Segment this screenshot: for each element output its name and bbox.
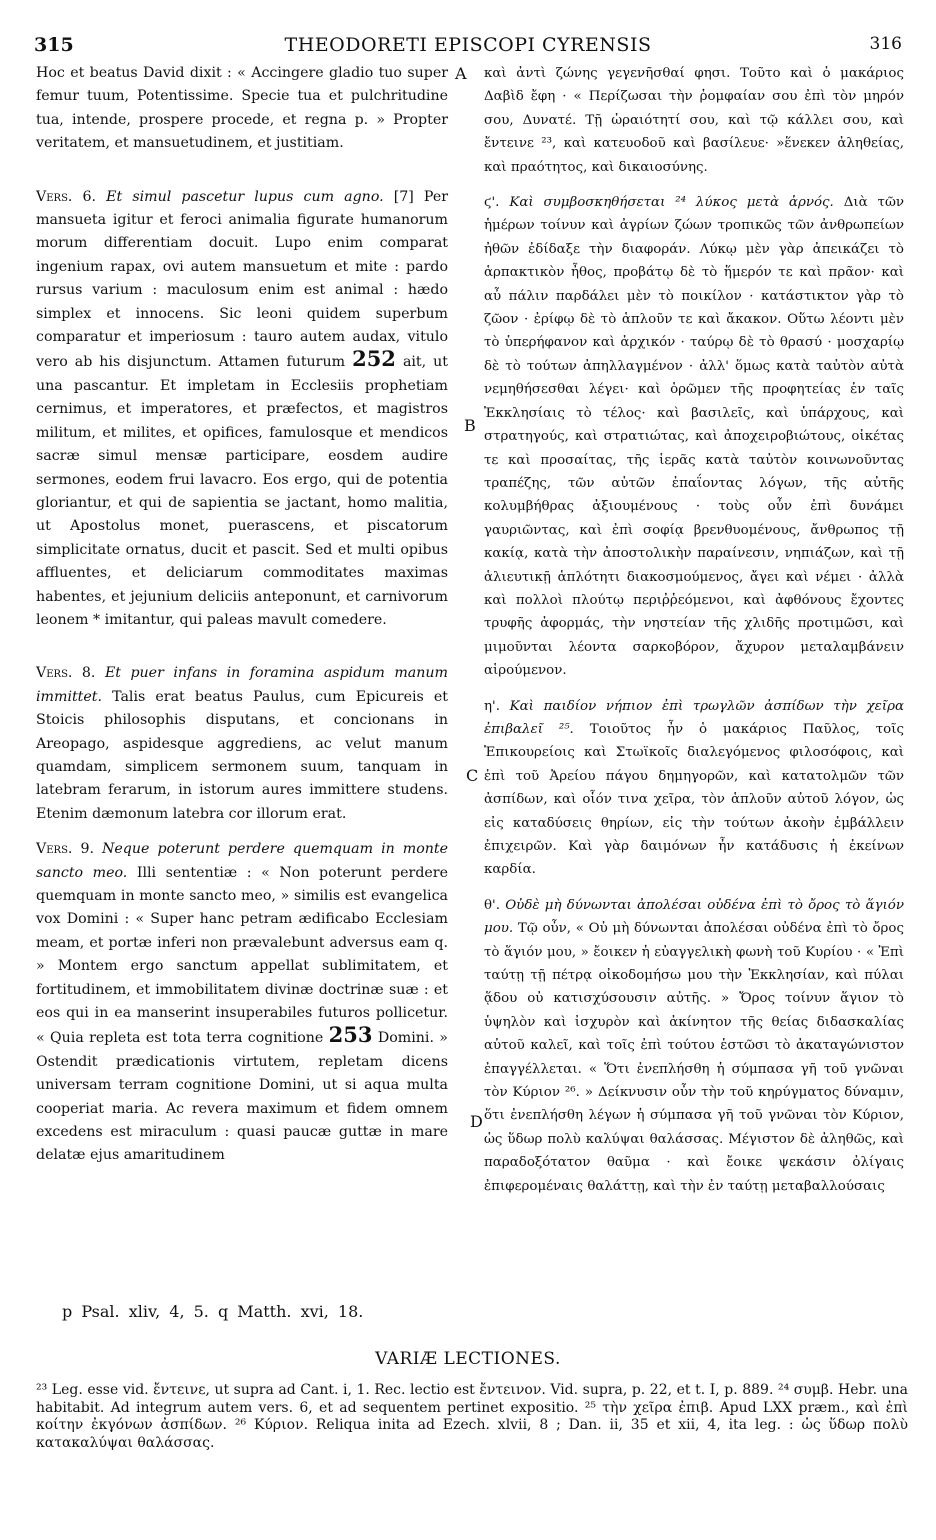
variae-lectiones-notes — [36, 1382, 908, 1452]
verse-commentary: Talis erat beatus Paulus, cum Epicureis et Stoicis philosophis disputans, et concionans in Areopago, aspidesque aggrediens, ac velut manum quamdam, simplicem sermonem suum, tanquam in latebram ferarum, in istorum aures immittere studens. Etenim dæmonum latebra cor illorum erat. — [36, 688, 448, 822]
verse-commentary: Διὰ τῶν ἡμέρων τοίνυν καὶ ἀγρίων ζώων τροπικῶς τῶν ἀνθρωπείων ἠθῶν ἐδίδαξε τὴν διαφοράν. Λύκῳ μὲν γὰρ ἀπεικάζει τὸ ἁρπακτικὸν ἦθος, προβάτῳ δὲ τὸ ἥμερόν τε καὶ πρᾶον· καὶ αὖ πάλιν παρδάλει μὲν τὸ ποικίλον · κατάστικτον γὰρ τὸ ζῶον · ἐρίφῳ δὲ τὸ ἁπλοῦν τε καὶ ἄκακον. Οὕτω λέοντι μὲν τὸ ὑπερήφανον καὶ ἀρχικόν · ταύρῳ δὲ τὸ θρασύ · μοσχαρίῳ δὲ τὸ τούτων ἀπηλλαγμένον · ἀλλ' ὅμως κατὰ ταὐτὸν αὐτὰ νεμηθήσεσθαι λέγει· καὶ ὁρῶμεν τῆς προφητείας ἐν ταῖς Ἐκκλησίαις τὸ τέλος· καὶ βασιλεῖς, καὶ ὑπάρχους, καὶ στρατηγούς, καὶ στρατιώτας, καὶ ἀποχειροβιώτους, οἰκέτας τε καὶ προσαίτας, τῆς ἱερᾶς κατὰ ταὐτὸν κοινωνοῦντας τραπέζης, τῶν αὐτῶν ἐπαΐοντας λόγων, τῆς αὐτῆς κολυμβήθρας ἀξιουμένους · τοὺς οὖν ἐπὶ δυνάμει γαυριῶντας, καὶ ἐπὶ σοφίᾳ βρενθυομένους, ἄνθρωπος τῇ κακίᾳ, κατὰ τὴν ἀποστολικὴν παραίνεσιν, νηπιάζων, καὶ τῇ ἁλιευτικῇ ἁπλότητι διακοσμούμενος, ἄγει καὶ νέμει · ἀλλὰ καὶ πολλοὶ πλούτῳ περιῤῥεόμενοι, καὶ ἀφθόνους ἔχοντες τρυφῆς ἀφορμάς, τὴν νηστείαν τῆς χλιδῆς προτιμῶσι, καὶ μιμοῦνται λέοντα σαρκοβόρον, ἄχυρον μεταλαμβάνειν αἱρούμενον. — [484, 195, 904, 679]
scripture-references: p Psal. xliv, 4, 5. q Matth. xvi, 18. — [62, 1302, 364, 1321]
running-header — [34, 34, 902, 62]
page-number-right: 316 — [869, 34, 902, 54]
latin-paragraph-intro: Hoc et beatus David dixit : « Accingere gladio tuo super femur tuum, Potentissime. Specie tua et pulchritudine tua, intende, prospere procede, et regna p. » Propter veritatem, et mansuetudinem, et justitiam. — [36, 65, 448, 152]
latin-column — [36, 62, 448, 1168]
marginal-page-number: 252 — [352, 346, 396, 372]
verse-label: θ'. — [484, 897, 500, 913]
verse-label: ϛ'. — [484, 195, 500, 211]
verse-lemma: Καὶ συμβοσκηθήσεται ²⁴ λύκος μετὰ ἀρνός. — [509, 195, 834, 211]
margin-letter-d: D — [470, 1112, 483, 1131]
variant-note-26: ²⁶ Κύριον. Reliqua inita ad Ezech. xlvii, 8 ; Dan. ii, 35 et xii, 4, ita leg. : ὡς ὕδωρ πολὺ κατακαλύψαι θαλάσσας. — [36, 1417, 909, 1451]
verse-commentary: Τοιοῦτος ἦν ὁ μακάριος Παῦλος, τοῖς Ἐπικουρείοις καὶ Στωϊκοῖς διαλεγόμενος φιλοσόφοις, καὶ ἐπὶ τοῦ Ἀρείου πάγου δημηγορῶν, καὶ κατατολμῶν τῶν ἀσπίδων, καὶ οἷόν τινα χεῖρα, τὸν ἁπλοῦν αὐτοῦ λόγον, ὡς εἰς καταδύσεις θηρίων, εἰς τὴν τούτων ἀκοὴν ἐμβάλλειν ἐπιχειρῶν. Καὶ γὰρ δαιμόνων ἦν κατάδυσις ἡ ἐκείνων καρδία. — [484, 721, 904, 878]
verse-label: η'. — [484, 698, 500, 714]
verse-lemma: Καὶ παιδίον νήπιον ἐπὶ τρωγλῶν ἀσπίδων τὴν χεῖρα ἐπιβαλεῖ ²⁵. — [484, 698, 904, 737]
margin-letter-c: C — [466, 766, 479, 785]
variant-note-24: ²⁴ συμβ. Hebr. una habitabit. Ad integrum autem vers. 6, et ad sequentem pertinet expositio. — [36, 1382, 908, 1416]
variant-note — [36, 1382, 908, 1452]
verse-label: Vers. 6. — [36, 188, 97, 205]
variant-note-23: ²³ Leg. esse vid. ἔντεινε, ut supra ad Cant. i, 1. Rec. lectio est ἔντεινον. Vid. supra, p. 22, et t. I, p. 889. — [36, 1382, 774, 1398]
verse-commentary-cont: ait, ut una pascantur. Et impletam in Ecclesiis prophetiam cernimus, et imperatores, et præfectos, et magistros militum, et milites, et opifices, famulosque et mendicos sacræ simul mensæ participare, eosdem audire sermones, eodem frui lavacro. Eos ergo, qui de potentia gloriantur, et qui de sapientia se jactant, homo malitia, ut Apostolus monet, puerascens, et piscatorum simplicitate ornatus, ducit et pascit. Sed et multi opibus affluentes, et deliciarum commoditates maximas habentes, et jejunium deliciis anteponunt, et carnivorum leonem * imitantur, qui paleas mavult comedere. — [36, 354, 448, 628]
greek-verse-9 — [484, 894, 904, 1198]
verse-lemma: Et puer infans in foramina aspidum manum immittet. — [36, 665, 448, 705]
verse-commentary: Τῷ οὖν, « Οὐ μὴ δύνωνται ἀπολέσαι οὐδένα ἐπὶ τὸ ὄρος τὸ ἅγιόν μου, » ἔοικεν ἡ εὐαγγελικὴ φωνὴ τοῦ Κυρίου · « Ἐπὶ ταύτῃ τῇ πέτρᾳ οἰκοδομήσω μου τὴν Ἐκκλησίαν, καὶ πύλαι ᾅδου οὐ κατισχύσουσιν αὐτῆς. » Ὄρος τοίνυν ἅγιον τὸ ὑψηλὸν καὶ ἰσχυρὸν καὶ ἀκίνητον τῆς θείας διδασκαλίας αὐτοῦ καλεῖ, καὶ τοῖς ἐπὶ τούτου ἑστῶσι τὸ ἀκαταγώνιστον ἐπαγγέλλεται. « Ὅτι ἐνεπλήσθη ἡ σύμπασα γῆ τοῦ γνῶναι τὸν Κύριον ²⁶. » Δείκνυσιν οὖν τὴν τοῦ κηρύγματος δύναμιν, ὅτι ἐνεπλήσθη λέγων ἡ σύμπασα γῆ τοῦ γνῶναι τὸν Κύριον, ὡς ὕδωρ πολὺ καλύψαι θαλάσσας. Μέγιστον δὲ ἀληθῶς, καὶ παραδοξότατον θαῦμα · καὶ ἔοικε ψεκάσιν ὀλίγαις ἐπιφερομέναις θαλάττῃ, καὶ τὴν ἐν ταύτῃ μεταβαλλούσαις — [484, 921, 904, 1194]
running-title: THEODORETI EPISCOPI CYRENSIS — [284, 34, 652, 56]
variant-note-25: ²⁵ τὴν χεῖρα ἐπιβ. Apud LXX præm., καὶ ἐπὶ κοίτην ἐκγόνων ἀσπίδων. — [36, 1399, 909, 1433]
page-number-left: 315 — [34, 34, 74, 56]
latin-verse-6 — [36, 186, 448, 633]
verse-label: Vers. 8. — [36, 665, 96, 682]
verse-commentary-cont: Domini. » Ostendit prædicationis virtutem, repletam dicens universam terram cognitione Domini, ut si aqua multa cooperiat maria. Ac revera maximum et fidem omnem excedens est miraculum : quasi paucæ guttæ in mare delatæ ejus amaritudinem — [36, 1030, 448, 1164]
marginal-page-number: 253 — [328, 1022, 373, 1048]
margin-letter-a: A — [455, 64, 467, 83]
greek-verse-6 — [484, 191, 904, 683]
margin-letter-b: B — [464, 416, 476, 435]
greek-verse-8 — [484, 695, 904, 882]
verse-commentary: Illi sententiæ : « Non poterunt perdere quemquam in monte sancto meo, » similis est evangelica vox Domini : « Super hanc petram ædificabo Ecclesiam meam, et portæ inferi non prævalebunt adversus eam q. » Montem ergo sanctum appellat sublimitatem, et fortitudinem, et immobilitatem divinæ doctrinæ suæ : et eos qui in ea manserint insuperabiles futuros pollicetur. « Quia repleta est tota terra cognitione — [36, 864, 448, 1047]
verse-lemma: Neque poterunt perdere quemquam in monte sancto meo. — [36, 841, 448, 881]
variae-lectiones-heading: VARIÆ LECTIONES. — [375, 1349, 561, 1369]
verse-commentary: [7] Per mansueta igitur et feroci animalia figurate humanorum morum differentiam docuit. Lupo enim comparat ingenium rapax, ovi autem mansuetum et mite : pardo rursus varium : maculosum enim est animal : hædo simplex et innocens. Sic leoni quidem superbum comparatur et imperiosum : tauro autem audax, vitulo vero ab his disjunctum. Attamen futurum — [36, 188, 448, 371]
greek-column — [484, 62, 904, 1198]
verse-lemma: Et simul pascetur lupus cum agno. — [106, 188, 384, 205]
verse-lemma: Οὐδὲ μὴ δύνωνται ἀπολέσαι οὐδένα ἐπὶ τὸ ὄρος τὸ ἅγιόν μου. — [484, 897, 904, 937]
verse-label: Vers. 9. — [36, 841, 94, 858]
latin-verse-9 — [36, 838, 448, 1168]
greek-paragraph-intro: καὶ ἀντὶ ζώνης γεγενῆσθαί φησι. Τοῦτο καὶ ὁ μακάριος Δαβὶδ ἔφη · « Περίζωσαι τὴν ῥομφαίαν σου ἐπὶ τὸν μηρόν σου, Δυνατέ. Τῇ ὡραιότητί σου, καὶ τῷ κάλλει σου, καὶ ἔντεινε ²³, καὶ κατευοδοῦ καὶ βασίλευε· »ἕνεκεν ἀληθείας, καὶ πραότητος, καὶ δικαιοσύνης. — [484, 66, 904, 175]
latin-verse-8 — [36, 662, 448, 826]
